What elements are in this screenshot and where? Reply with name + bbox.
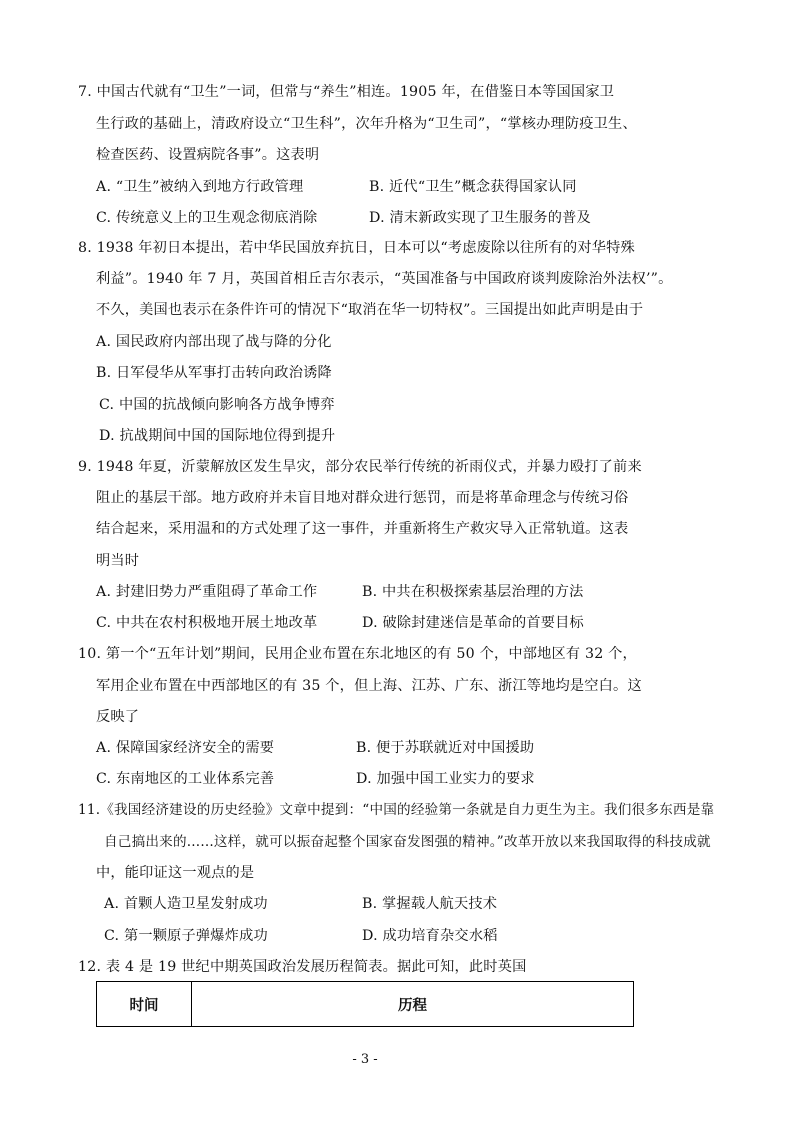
question-9-option-c: C. 中共在农村积极地开展土地改革: [96, 615, 318, 631]
question-7-option-c: C. 传统意义上的卫生观念彻底消除: [96, 210, 318, 226]
question-9-line-4: 明当时: [96, 553, 140, 569]
page-number: - 3 -: [352, 1052, 378, 1067]
question-8-option-a: A. 国民政府内部出现了战与降的分化: [96, 334, 332, 350]
question-9-line-1: 9. 1948 年夏，沂蒙解放区发生旱灾，部分农民举行传统的祈雨仪式，并暴力殴打了前来: [78, 459, 642, 475]
question-11-option-a: A. 首颗人造卫星发射成功: [104, 896, 268, 912]
question-8-line-2: 利益”。1940 年 7 月，英国首相丘吉尔表示，“英国准备与中国政府谈判废除治外法权’”。: [96, 271, 673, 287]
table-header-row: [97, 982, 634, 1027]
question-12-line-1: 12. 表 4 是 19 世纪中期英国政治发展历程简表。据此可知，此时英国: [78, 959, 527, 975]
question-9-option-a: A. 封建旧势力严重阻碍了革命工作: [96, 584, 318, 600]
question-10-line-2: 军用企业布置在中西部地区的有 35 个，但上海、江苏、广东、浙江等地均是空白。这: [96, 678, 642, 694]
question-7-option-a: A. “卫生”被纳入到地方行政管理: [96, 179, 304, 195]
question-11-line-2: 自己搞出来的......这样，就可以振奋起整个国家奋发图强的精神。”改革开放以来我国取得的科技成就: [104, 834, 711, 850]
question-11-option-b: B. 掌握载人航天技术: [362, 896, 498, 912]
question-8-option-c: C. 中国的抗战倾向影响各方战争博弈: [99, 397, 335, 413]
question-7-line-2: 生行政的基础上，清政府设立“卫生科”，次年升格为“卫生司”，“掌核办理防疫卫生、: [96, 116, 637, 132]
question-9-option-b: B. 中共在积极探索基层治理的方法: [362, 584, 584, 600]
question-8-option-d: D. 抗战期间中国的国际地位得到提升: [99, 428, 336, 444]
question-7-line-3: 检查医药、设置病院各事”。这表明: [96, 147, 320, 163]
question-11-option-d: D. 成功培育杂交水稻: [362, 928, 498, 944]
table-header-process: 历程: [192, 982, 634, 1027]
question-9-line-3: 结合起来，采用温和的方式处理了这一事件，并重新将生产救灾导入正常轨道。这表: [96, 521, 629, 537]
history-table: [96, 981, 634, 1027]
question-8-line-1: 8. 1938 年初日本提出，若中华民国放弃抗日，日本可以“考虑废除以往所有的对华特殊: [78, 240, 635, 256]
question-11-option-c: C. 第一颗原子弹爆炸成功: [104, 928, 268, 944]
question-11-line-3: 中，能印证这一观点的是: [96, 865, 255, 881]
question-10-line-1: 10. 第一个“五年计划”期间，民用企业布置在东北地区的有 50 个，中部地区有 32 个，: [78, 646, 637, 662]
question-7-option-b: B. 近代“卫生”概念获得国家认同: [369, 179, 577, 195]
question-7-line-1: 7. 中国古代就有“卫生”一词，但常与“养生”相连。1905 年，在借鉴日本等国国家卫: [78, 84, 615, 100]
question-9-line-2: 阻止的基层干部。地方政府并未盲目地对群众进行惩罚，而是将革命理念与传统习俗: [96, 490, 629, 506]
question-10-option-d: D. 加强中国工业实力的要求: [356, 771, 535, 787]
question-10-option-a: A. 保障国家经济安全的需要: [96, 740, 275, 756]
question-11-line-1: 11.《我国经济建设的历史经验》文章中提到：“中国的经验第一条就是自力更生为主。我们很多东西是靠: [78, 802, 715, 818]
question-7-option-d: D. 清末新政实现了卫生服务的普及: [369, 210, 591, 226]
question-10-option-b: B. 便于苏联就近对中国援助: [356, 740, 535, 756]
question-10-option-c: C. 东南地区的工业体系完善: [96, 771, 275, 787]
question-9-option-d: D. 破除封建迷信是革命的首要目标: [362, 615, 584, 631]
question-8-option-b: B. 日军侵华从军事打击转向政治诱降: [96, 365, 332, 381]
table-header-time: 时间: [97, 982, 192, 1027]
question-10-line-3: 反映了: [96, 709, 140, 725]
question-8-line-3: 不久，美国也表示在条件许可的情况下“取消在华一切特权”。三国提出如此声明是由于: [96, 302, 644, 318]
